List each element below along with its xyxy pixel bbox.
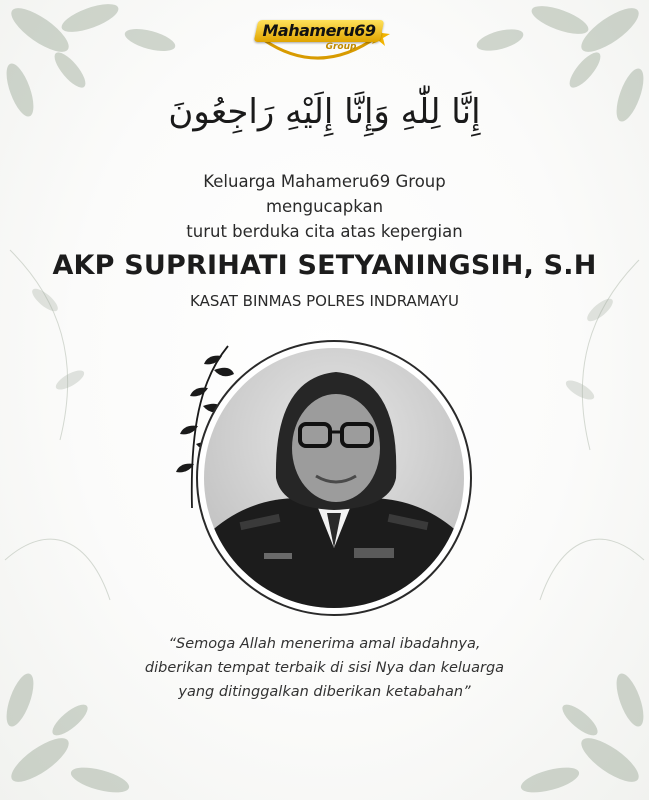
deceased-title: KASAT BINMAS POLRES INDRAMAYU [190,292,459,310]
prayer-line-2: diberikan tempat terbaik di sisi Nya dan keluarga [144,660,505,676]
prayer-quote [120,632,529,704]
portrait-photo [204,348,464,608]
logo-subtext: Group [325,42,357,52]
message-line-2: mengucapkan [265,197,384,216]
deceased-name: AKP SUPRIHATI SETYANINGSIH, S.H [52,250,597,281]
brand-logo [250,6,390,76]
message-line-1: Keluarga Mahameru69 Group [203,172,446,191]
prayer-line-1: “Semoga Allah menerima amal ibadahnya, [168,636,481,652]
logo-text: Mahameru69 [262,21,376,40]
message-line-3: turut berduka cita atas kepergian [186,222,463,241]
prayer-line-3: yang ditinggalkan diberikan ketabahan” [178,684,471,700]
arabic-verse: إِنَّا لِلّٰهِ وَإِنَّا إِلَيْهِ رَاجِعُونَ [168,92,481,132]
